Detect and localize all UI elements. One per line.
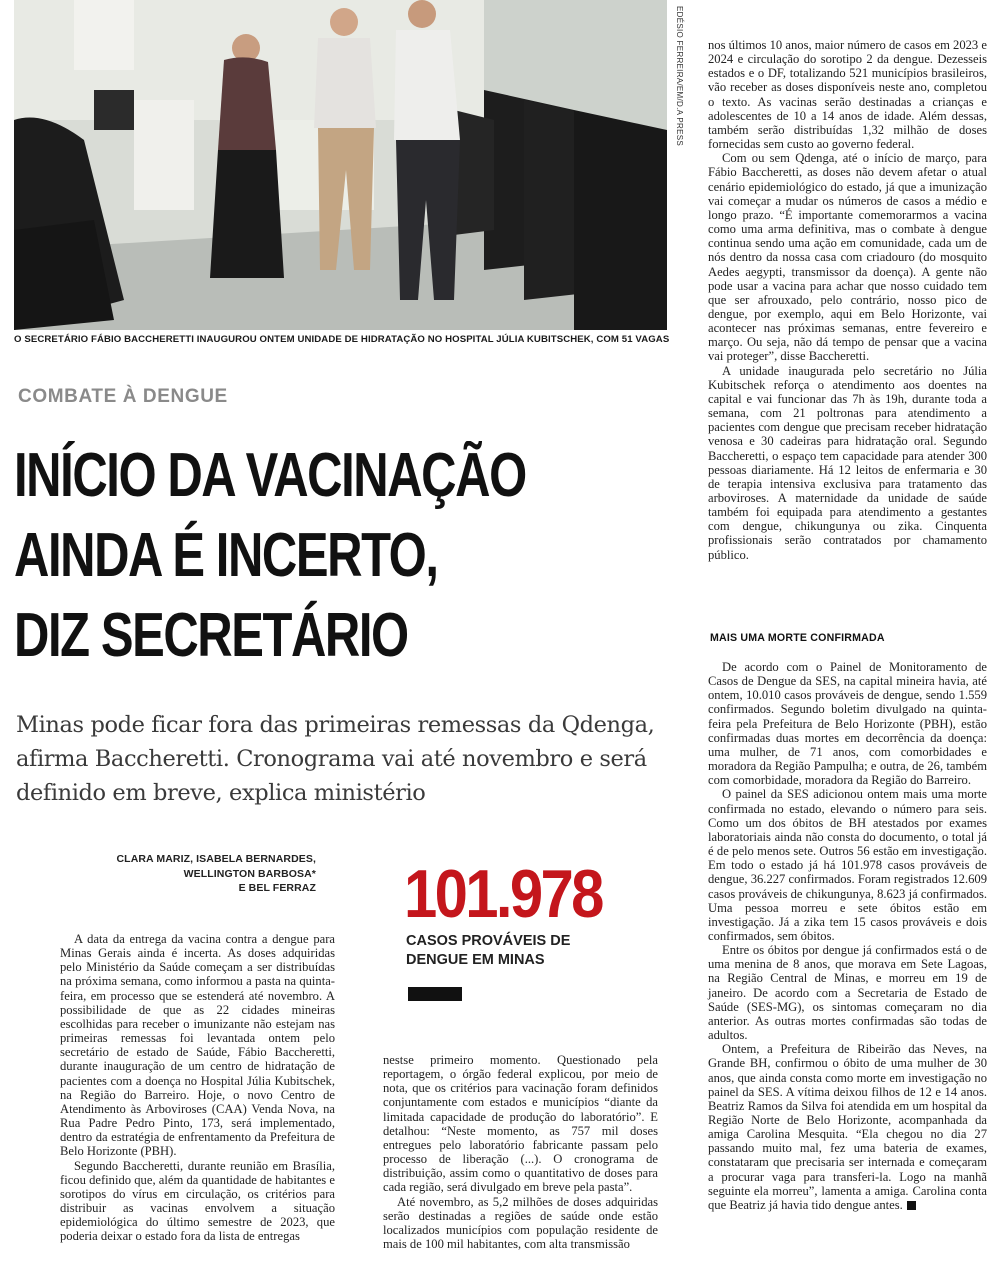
paragraph: A data da entrega da vacina contra a dengue para Minas Gerais ainda é incerta. As doses adquiridas pelo Ministério da Saúde começam a ser distribuídas na próxima semana, como informou a pasta na quinta-feira, em processo que se estenderá até novembro. A possibilidade de que as 22 cidades mineiras escolhidas para receber o imunizante não estejam nas primeiras remessas foi levantada ontem pelo secretário de estado de Saúde, Fábio Baccheretti, durante inauguração de um centro de hidratação de pacientes com a doença no Hospital Júlia Kubitschek, na Região do Barreiro. Hoje, o novo Centro de Atendimento às Arboviroses (CAA) Venda Nova, na Rua Padre Pedro Pinto, 173, será implementado, dentro da estratégia de enfrentamento da Prefeitura de Belo Horizonte (PBH). xyxy=(60,932,335,1159)
highlight-label: CASOS PROVÁVEIS DE DENGUE EM MINAS xyxy=(406,933,571,968)
paragraph: Com ou sem Qdenga, até o início de março, para Fábio Baccheretti, as doses não devem afetar o atual cenário epidemiológico do estado, já que a imunização vai começar a mudar os números de casos a médio e longo prazo. “É importante comemorarmos a vacina como uma arma definitiva, mas o combate à dengue continua sendo uma ação em comunidade, cada um de nós dentro da nossa casa com criadouro (do mosquito Aedes aegypti, transmissor da doença). A gente não pode usar a vacina para achar que nosso cuidado tem que ser afrouxado, pelo contrário, nosso pico de dengue, por exemplo, aqui em Belo Horizonte, vai acontecer nas próximas semanas, entre fevereiro e março. Ou seja, não dá tempo de pensar que a vacina vai proteger”, disse Baccheretti. xyxy=(708,151,987,364)
photo-credit-text: EDÉSIO FERREIRA/EM/D.A PRESS xyxy=(675,6,684,146)
headline-line: AINDA É INCERTO, xyxy=(14,521,438,590)
paragraph-text: Ontem, a Prefeitura de Ribeirão das Neves, na Grande BH, confirmou o óbito de uma mulher de 30 anos, que ainda consta como morte em investigação no painel da SES. A vítima deixou filhos de 12 e 14 anos. Beatriz Ramos da Silva foi atendida em um hospital da Região Norte de Belo Horizonte, acompanhada da amiga Carolina Mesquita. “Ela chegou no dia 27 passando muito mal, fez uma bateria de exames, constataram que precisaria ser internada e começaram a procurar vaga para transferi-la. Logo na manhã seguinte ela morreu”, lamenta a amiga. Carolina conta que Beatriz já havia tido dengue antes. xyxy=(708,1042,987,1212)
end-mark xyxy=(907,1201,916,1210)
photo-caption: O SECRETÁRIO FÁBIO BACCHERETTI INAUGUROU ONTEM UNIDADE DE HIDRATAÇÃO NO HOSPITAL JÚLIA KUBITSCHEK, COM 51 VAGAS xyxy=(14,334,670,345)
section-subtitle: MAIS UMA MORTE CONFIRMADA xyxy=(710,632,885,644)
byline-line: CLARA MARIZ, ISABELA BERNARDES, xyxy=(116,853,316,865)
hydration-unit-photo xyxy=(14,0,667,330)
paragraph: De acordo com o Painel de Monitoramento de Casos de Dengue da SES, na capital mineira havia, até ontem, 10.010 casos prováveis de dengue, sendo 1.559 confirmados. Segundo boletim divulgado na quinta-feira pela Prefeitura de Belo Horizonte (PBH), estão confirmadas duas mortes em decorrência da doença: uma mulher, de 71 anos, com comorbidades e moradora da Região Pampulha; e outra, de 26, também com comorbidade, moradora da Região do Barreiro. xyxy=(708,660,987,788)
paragraph: nos últimos 10 anos, maior número de casos em 2023 e 2024 e circulação do sorotipo 2 da dengue. Dezesseis estados e o DF, totalizando 521 municípios brasileiros, vão receber as doses disponíveis neste ano, completou o texto. As vacinas serão destinadas a crianças e adolescentes de 10 a 14 anos de idade. Além dessas, também serão distribuídas 1,32 milhão de doses fornecidas sem custo ao governo federal. xyxy=(708,38,987,152)
paragraph-last xyxy=(708,1042,987,1212)
body-column-1 xyxy=(60,932,335,1243)
section-kicker: COMBATE À DENGUE xyxy=(18,386,228,407)
paragraph: Até novembro, as 5,2 milhões de doses adquiridas serão destinadas a regiões de saúde onde estão localizados municípios com população residente de mais de 100 mil habitantes, com alta transmissão xyxy=(383,1194,658,1252)
byline-line: E BEL FERRAZ xyxy=(238,882,316,894)
photo-credit xyxy=(672,6,686,246)
paragraph: Segundo Baccheretti, durante reunião em Brasília, ficou definido que, além da quantidade de habitantes e sorotipos do vírus em circulação, os critérios para distribuir as vacinas envolvem a situação epidemiológica do último semestre de 2023, que poderia deixar o estado fora da lista de entregas xyxy=(60,1158,335,1244)
body-column-3 xyxy=(708,38,987,562)
headline-line: INÍCIO DA VACINAÇÃO xyxy=(14,441,526,510)
body-column-2 xyxy=(383,1053,658,1251)
paragraph: A unidade inaugurada pelo secretário no Júlia Kubitschek reforça o atendimento aos doentes na capital e vai funcionar das 7h às 19h, durante toda a semana, com 21 poltronas para atendimento a pacientes com dengue que precisam receber hidratação venosa e 30 cadeiras para hidratação oral. Segundo Baccheretti, o espaço tem capacidade para atender 300 pessoas diariamente. Há 12 leitos de enfermaria e 30 de terapia intensiva exclusiva para tratamento das arboviroses. A maternidade da unidade de saúde também foi equipada para atendimento a gestantes com dengue, chikungunya ou zika. Cinquenta profissionais serão contratados por chamamento público. xyxy=(708,363,987,562)
subheadline: Minas pode ficar fora das primeiras remessas da Qdenga, afirma Baccheretti. Cronograma vai até novembro e será definido em breve, explica ministério xyxy=(16,712,655,806)
byline xyxy=(78,852,316,896)
highlight-bar xyxy=(408,987,462,1001)
article-photo xyxy=(14,0,667,330)
headline-line: DIZ SECRETÁRIO xyxy=(14,601,408,670)
body-column-4 xyxy=(708,660,987,1212)
paragraph: Entre os óbitos por dengue já confirmados está o de uma menina de 8 anos, que morava em Sete Lagoas, na Região Central de Minas, e morreu em 19 de janeiro. De acordo com a Secretaria de Estado de Saúde (SES-MG), os sintomas começaram no dia anterior. As outras mortes confirmadas são todas de adultos. xyxy=(708,943,987,1043)
headline xyxy=(14,436,535,676)
highlight-number: 101.978 xyxy=(404,856,602,932)
byline-line: WELLINGTON BARBOSA* xyxy=(183,867,316,880)
paragraph: O painel da SES adicionou ontem mais uma morte confirmada no estado, elevando o número para seis. Como um dos óbitos de BH atestados por exames laboratoriais ainda não consta do documento, o total já é de pelo menos sete. Outros 56 estão em investigação. Em todo o estado já há 101.978 casos prováveis de dengue, 36.227 confirmados. Foram registrados 12.609 casos prováveis de chikungunya, 8.623 já confirmados. Uma pessoa morreu e sete óbitos estão em investigação. Já a zika tem 15 casos prováveis e dois confirmados, sem óbitos. xyxy=(708,787,987,943)
paragraph: nestse primeiro momento. Questionado pela reportagem, o órgão federal explicou, por meio de nota, que os critérios para vacinação foram definidos conjuntamente com estados e municípios “diante da limitada capacidade de produção do laboratório”. E detalhou: “Neste momento, as 757 mil doses entregues pelo laboratório fabricante passam pelo processo de liberação (...). O cronograma de distribuição, assim como o quantitativo de doses para cada região, será divulgado em breve pela pasta”. xyxy=(383,1053,658,1195)
